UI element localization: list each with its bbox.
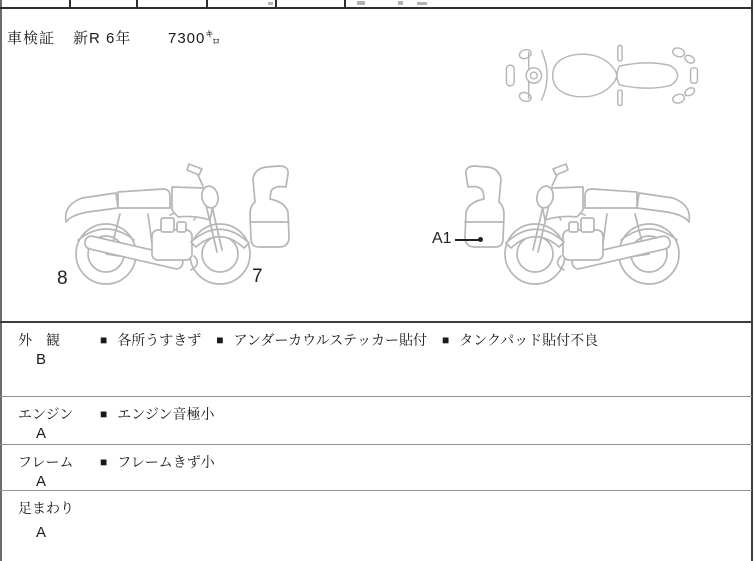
- section-row-frame: [0, 444, 752, 490]
- header-table-divider: [69, 0, 71, 8]
- section-items: [100, 404, 215, 424]
- header-table-divider: [275, 0, 277, 8]
- section-row-exterior: [0, 321, 752, 396]
- header-table-divider: [344, 0, 346, 8]
- defect-item: [442, 330, 598, 350]
- defect-item: [100, 452, 215, 472]
- defect-text: タンクパッド貼付不良: [459, 332, 599, 348]
- section-grade: A: [36, 524, 47, 541]
- section-grade: A: [36, 425, 47, 442]
- vehicle-inspection-label: 車検証: [7, 30, 56, 47]
- motorcycle-right-side-diagram: [497, 158, 697, 290]
- section-name: 足まわり: [18, 500, 74, 516]
- bullet-square-icon: ■: [216, 333, 224, 347]
- section-row-engine: [0, 396, 752, 444]
- label-a1: A1: [432, 230, 452, 247]
- section-row-undercarriage: [0, 490, 752, 561]
- section-name: フレーム: [18, 454, 74, 470]
- section-name: 外 観: [18, 332, 60, 348]
- a1-pointer-dot: [478, 237, 483, 242]
- defect-text: フレームきず小: [117, 454, 215, 470]
- mileage-value: 7300㌔: [168, 30, 222, 47]
- defect-item: [100, 404, 215, 424]
- motorcycle-top-view-diagram: [503, 42, 700, 109]
- defect-text: 各所うすきず: [117, 332, 202, 348]
- header-table-divider: [206, 0, 208, 8]
- bullet-square-icon: ■: [100, 333, 108, 347]
- section-items: [100, 452, 215, 472]
- cutoff-text-remnant: [268, 2, 273, 5]
- section-name: エンジン: [18, 406, 74, 422]
- registration-year: 新R 6年: [73, 30, 132, 47]
- defect-text: アンダーカウルステッカー貼付: [233, 332, 427, 348]
- cutoff-text-remnant: [398, 1, 403, 5]
- label-7: 7: [252, 266, 263, 287]
- section-items: [100, 330, 598, 350]
- section-grade: A: [36, 473, 47, 490]
- defect-item: [100, 330, 201, 350]
- defect-text: エンジン音極小: [117, 406, 215, 422]
- defect-item: [216, 330, 427, 350]
- header-table-divider: [136, 0, 138, 8]
- bullet-square-icon: ■: [100, 407, 108, 421]
- label-8: 8: [57, 268, 68, 289]
- cowl-part-diagram-left: [243, 163, 297, 251]
- section-grade: B: [36, 351, 47, 368]
- bullet-square-icon: ■: [441, 333, 450, 347]
- header-table-bottom-line: [0, 7, 753, 9]
- cutoff-text-remnant: [417, 2, 427, 5]
- motorcycle-left-side-diagram: [58, 158, 258, 290]
- bullet-square-icon: ■: [100, 455, 108, 469]
- cutoff-text-remnant: [357, 1, 365, 5]
